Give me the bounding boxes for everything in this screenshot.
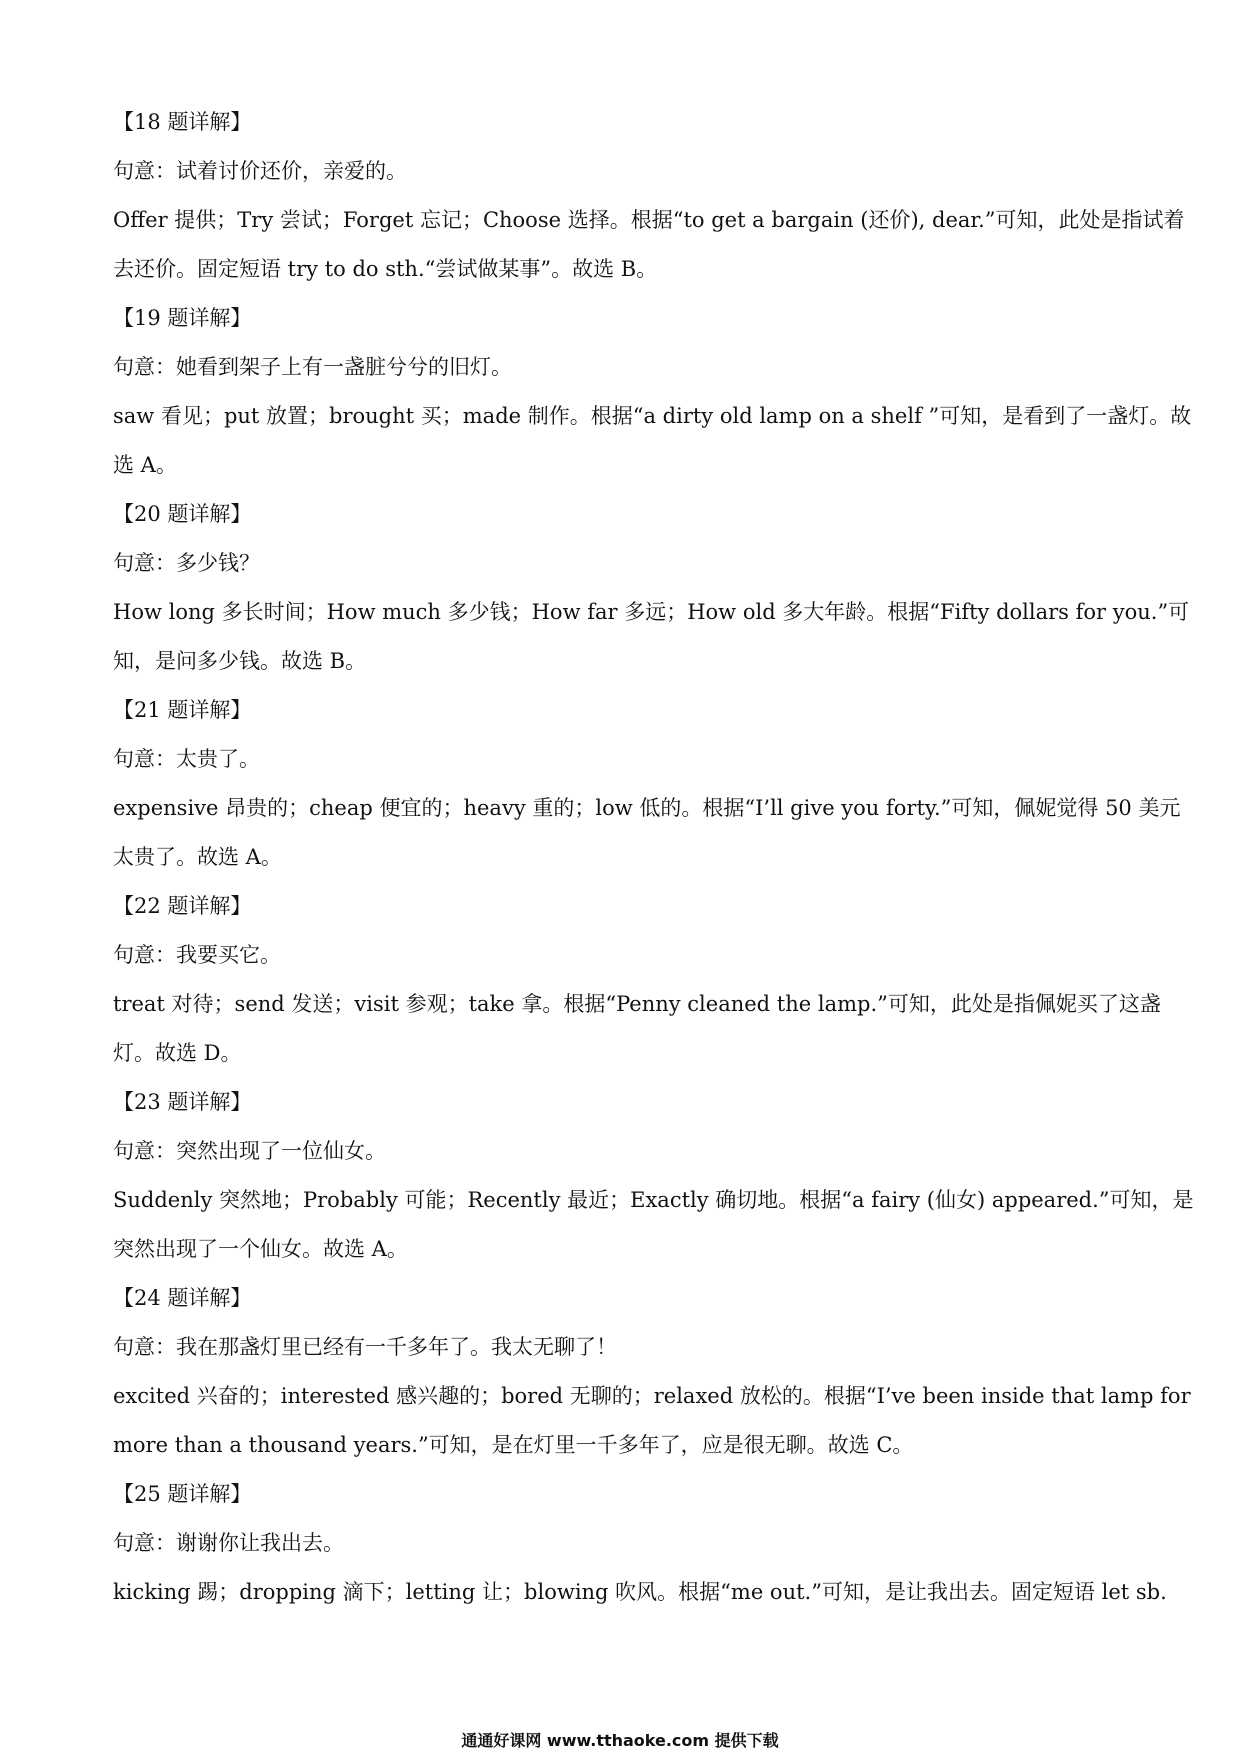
section-heading-23: 【23 题详解】: [113, 1090, 252, 1114]
explanation-19-line-1: saw 看见；put 放置；brought 买；made 制作。根据“a dirty old lamp on a shelf ”可知，是看到了一盏灯。故: [113, 404, 1192, 428]
explanation-25-line-1: kicking 踢；dropping 滴下；letting 让；blowing 吹风。根据“me out.”可知，是让我出去。固定短语 let sb.: [113, 1580, 1167, 1604]
section-heading-20: 【20 题详解】: [113, 502, 252, 526]
document-body: [113, 98, 1194, 1617]
sentence-meaning-21: 句意：太贵了。: [113, 747, 260, 771]
explanation-24-line-1: excited 兴奋的；interested 感兴趣的；bored 无聊的；relaxed 放松的。根据“I’ve been inside that lamp for: [113, 1384, 1191, 1408]
explanation-18-line-2: 去还价。固定短语 try to do sth.“尝试做某事”。故选 B。: [113, 257, 658, 281]
section-heading-21: 【21 题详解】: [113, 698, 252, 722]
sentence-meaning-19: 句意：她看到架子上有一盏脏兮兮的旧灯。: [113, 355, 512, 379]
sentence-meaning-22: 句意：我要买它。: [113, 943, 281, 967]
explanation-18-line-1: Offer 提供；Try 尝试；Forget 忘记；Choose 选择。根据“to get a bargain (还价), dear.”可知，此处是指试着: [113, 208, 1185, 232]
section-heading-19: 【19 题详解】: [113, 306, 252, 330]
explanation-22-line-1: treat 对待；send 发送；visit 参观；take 拿。根据“Penny cleaned the lamp.”可知，此处是指佩妮买了这盏: [113, 992, 1161, 1016]
explanation-20-line-1: How long 多长时间；How much 多少钱；How far 多远；How old 多大年龄。根据“Fifty dollars for you.”可: [113, 600, 1190, 624]
explanation-19-line-2: 选 A。: [113, 453, 177, 477]
sentence-meaning-20: 句意：多少钱？: [113, 551, 260, 575]
sentence-meaning-25: 句意：谢谢你让我出去。: [113, 1531, 344, 1555]
explanation-20-line-2: 知，是问多少钱。故选 B。: [113, 649, 367, 673]
section-heading-18: 【18 题详解】: [113, 110, 252, 134]
sentence-meaning-18: 句意：试着讨价还价，亲爱的。: [113, 159, 407, 183]
section-heading-25: 【25 题详解】: [113, 1482, 252, 1506]
explanation-21-line-1: expensive 昂贵的；cheap 便宜的；heavy 重的；low 低的。根据“I’ll give you forty.”可知，佩妮觉得 50 美元: [113, 796, 1181, 820]
explanation-21-line-2: 太贵了。故选 A。: [113, 845, 282, 869]
section-heading-24: 【24 题详解】: [113, 1286, 252, 1310]
page-footer: 通通好课网 www.tthaoke.com 提供下载: [461, 1731, 779, 1750]
sentence-meaning-23: 句意：突然出现了一位仙女。: [113, 1139, 386, 1163]
explanation-23-line-1: Suddenly 突然地；Probably 可能；Recently 最近；Exactly 确切地。根据“a fairy (仙女) appeared.”可知，是: [113, 1188, 1194, 1212]
explanation-23-line-2: 突然出现了一个仙女。故选 A。: [113, 1237, 408, 1261]
explanation-24-line-2: more than a thousand years.”可知，是在灯里一千多年了，应是很无聊。故选 C。: [113, 1433, 914, 1457]
section-heading-22: 【22 题详解】: [113, 894, 252, 918]
sentence-meaning-24: 句意：我在那盏灯里已经有一千多年了。我太无聊了！: [113, 1335, 617, 1359]
explanation-22-line-2: 灯。故选 D。: [113, 1041, 242, 1065]
